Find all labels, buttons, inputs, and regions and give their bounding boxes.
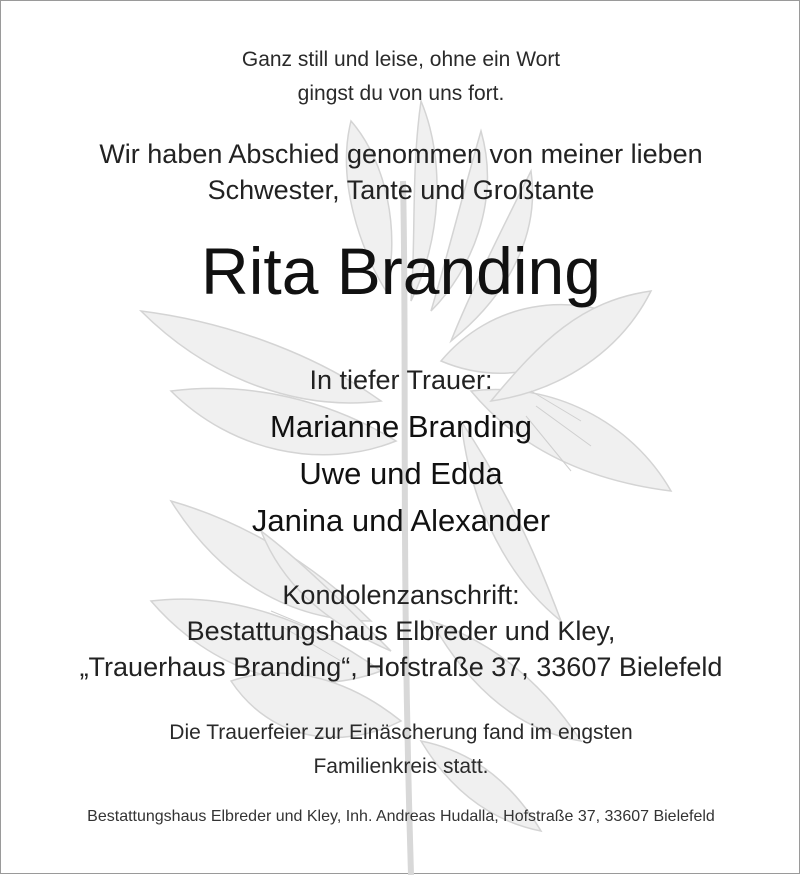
condolence-line-1: Bestattungshaus Elbreder und Kley, [186, 616, 616, 646]
condolence-line-2: „Trauerhaus Branding“, Hofstraße 37, 33607 Bielefeld [79, 652, 723, 682]
intro-line-1: Wir haben Abschied genommen von meiner lieben [99, 139, 703, 169]
condolence-heading: Kondolenzanschrift: [282, 580, 520, 610]
mourner-name: Marianne Branding [270, 409, 532, 444]
motto-line-2: gingst du von uns fort. [297, 82, 505, 105]
mourner-name: Janina und Alexander [251, 503, 551, 538]
ceremony-line-2: Familienkreis statt. [313, 755, 489, 778]
deceased-name: Rita Branding [201, 234, 601, 308]
motto-line-1: Ganz still und leise, ohne ein Wort [241, 48, 561, 71]
funeral-home-footer: Bestattungshaus Elbreder und Kley, Inh. Andreas Hudalla, Hofstraße 37, 33607 Bielefeld [87, 808, 715, 825]
mourning-heading: In tiefer Trauer: [309, 365, 493, 395]
intro-line-2: Schwester, Tante und Großtante [207, 175, 595, 205]
mourner-name: Uwe und Edda [299, 456, 503, 491]
ceremony-line-1: Die Trauerfeier zur Einäscherung fand im engsten [169, 721, 633, 744]
